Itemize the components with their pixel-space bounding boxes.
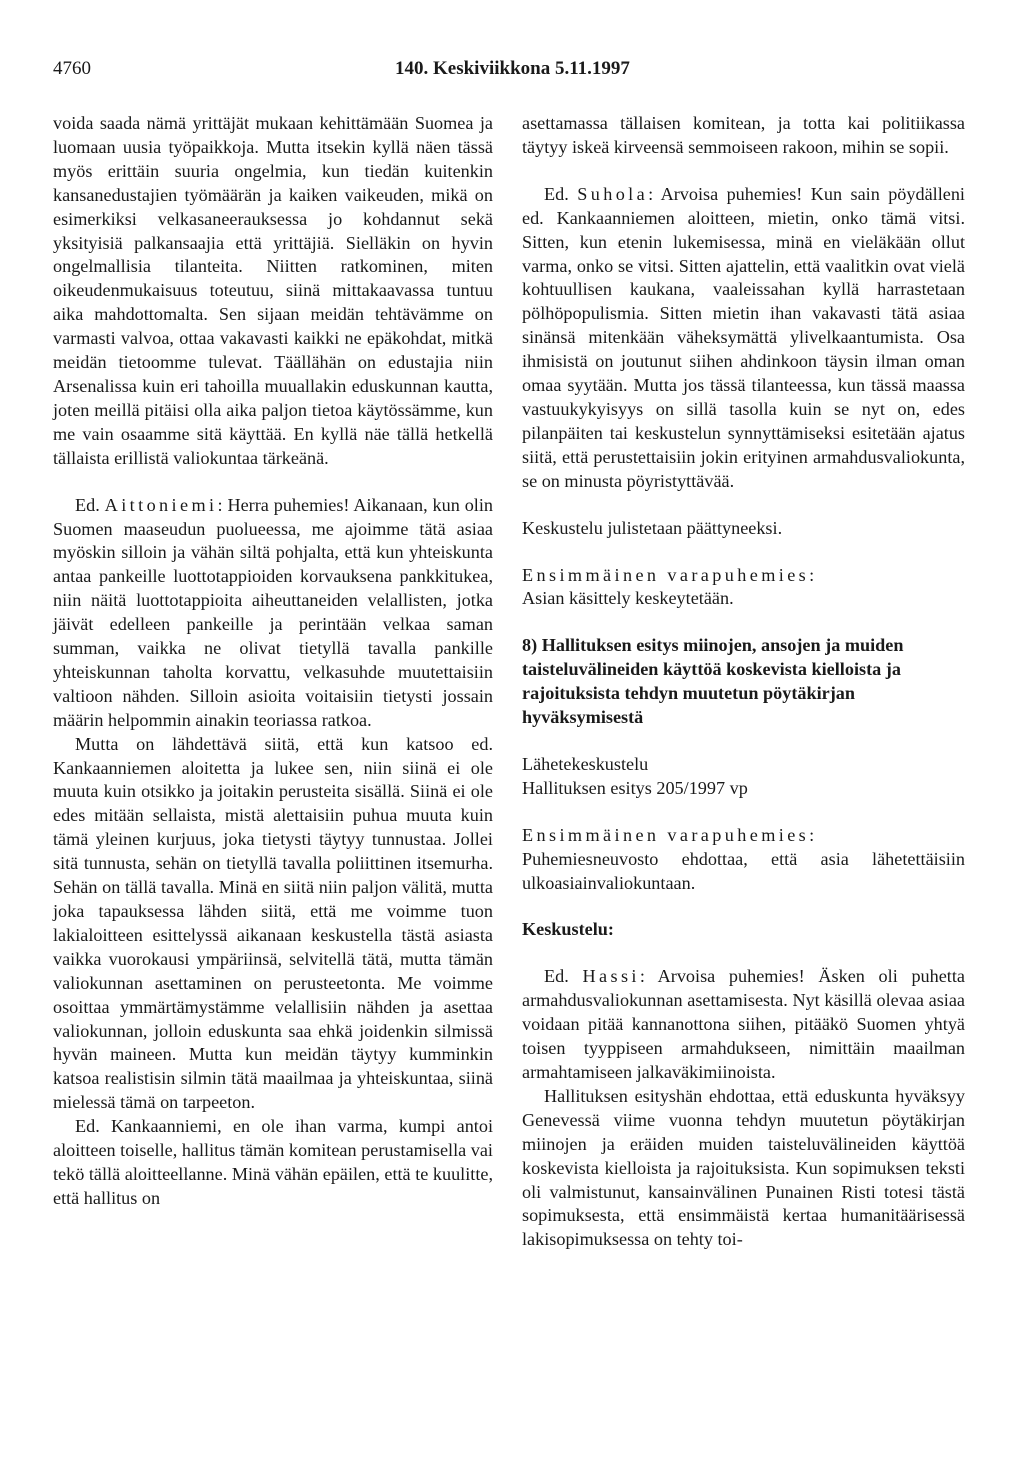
debate-closed: Keskustelu julistetaan päättyneeksi. bbox=[522, 517, 783, 538]
agenda-item-heading: 8) Hallituksen esitys miinojen, ansojen ja muiden taisteluvälineiden käyttöä koskevista kielloista ja rajoituksista tehdyn muutetun pöytäkirjan hyväksymisestä bbox=[522, 635, 904, 728]
vice-speaker-text: Puhemiesneuvosto ehdottaa, että asia lähetettäisiin ulkoasiainvaliokuntaan. bbox=[522, 848, 965, 893]
page-number: 4760 bbox=[53, 58, 91, 79]
right-paragraph-1: asettamassa tällaisen komitean, ja totta kai politiikassa täytyy iskeä kirveensä semmoiseen rakoon, mihin se sopii. bbox=[522, 113, 965, 157]
vice-speaker-statement-1 bbox=[522, 564, 965, 612]
left-paragraph-3: Mutta on lähdettävä siitä, että kun katsoo ed. Kankaanniemen aloitetta ja lukee sen, niin siinä ei ole muuta kuin otsikko ja joitakin perusteita sisällä. Siinä ei ole edes mitään sellaista, mistä alettaisiin puhua muuta kuin tämä yleinen kurjuus, joka tietysti täytyy tunnustaa. Jollei sitä tunnusta, sehän on tietyllä tavalla poliittinen itsemurha. Sehän on tällä tavalla. Minä en siitä niin paljon välitä, mutta joka tapauksessa lähden siitä, että me voimme tuon lakialoitteen esittelyssä aikanaan keskustella tästä asiasta vaikka vuorokausi ympäriinsä, selvitellä tätä, mutta tämän valiokunnan asettaminen on perusteetonta. Me voimme osoittaa ymmärtämystämme velallisiin nähden ja asettaa valiokunnan, jolloin eduskunta saa ehkä joidenkin silmissä hyvän maineen. Mutta kun meidän täytyy kumminkin katsoa realistisin silmin tätä maailmaa ja yhteiskuntaa, siinä mielessä tämä on tarpeeton. bbox=[53, 733, 493, 1113]
vice-speaker-label: Ensimmäinen varapuhemies: bbox=[522, 564, 818, 585]
speech-suhola bbox=[522, 183, 965, 494]
speaker-name-hassi: Hassi bbox=[582, 966, 640, 987]
vice-speaker-text: Asian käsittely keskeytetään. bbox=[522, 588, 734, 609]
speech-hassi bbox=[522, 965, 965, 1085]
left-column bbox=[53, 112, 493, 1211]
speaker-prefix: Ed. bbox=[75, 494, 100, 515]
running-title: 140. Keskiviikkona 5.11.1997 bbox=[395, 58, 630, 79]
speaker-prefix: Ed. bbox=[544, 966, 569, 987]
referral-info bbox=[522, 753, 965, 801]
speech-text-aittoniemi: : Herra puhemies! Aikanaan, kun olin Suomen maaseudun puolueessa, me ajoimme tätä asiaa myöskin silloin ja vähän siltä pohjalta, että kun yhteiskunta antaa pankeille luottotappioiden korvauksena pankkitukea, niin näitä luottotappioita aiheuttaneiden velallisten, jotka jäivät edelleen pankeille ja perintään velkaa saman summan, vaikka ne olivat tietyllä tavalla pankille yhteiskunnan taholta korvattu, velkasuhde muutettaisiin valtioon nähden. Silloin asioita voitaisiin tietysti jossain määrin helpommin ainakin teoriassa ratkoa. bbox=[53, 494, 493, 730]
speech-text-hassi: : Arvoisa puhemies! Äsken oli puhetta armahdusvaliokunnan asettamisesta. Nyt käsillä olevaa asiaa voidaan pitää kannanottona siihen, pitääkö Suomen yhtyä toisen tyyppiseen armahdukseen, nimittäin maailman armahtamiseen jalkaväkimiinoista. bbox=[522, 966, 965, 1082]
right-paragraph-last: Hallituksen esityshän ehdottaa, että eduskunta hyväksyy Genevessä viime vuonna tehdyn muutetun pöytäkirjan miinojen ja eräiden muiden taisteluvälineiden käyttöä koskevista kielloista ja rajoituksista. Kun sopimuksen teksti oli valmistunut, kansainvälinen Punainen Risti totesi tästä sopimuksesta, että ensimmäistä kertaa humanitäärisessä lakisopimuksessa on tehty toi- bbox=[522, 1085, 965, 1250]
right-column bbox=[522, 112, 965, 1252]
government-proposal-ref: Hallituksen esitys 205/1997 vp bbox=[522, 777, 748, 798]
debate-heading: Keskustelu: bbox=[522, 919, 614, 940]
left-paragraph-1: voida saada nämä yrittäjät mukaan kehittämään Suomea ja luomaan uusia työpaikkoja. Mutta itsekin kyllä näen tässä myös erittäin suuria ongelmia, kun tiedän kuitenkin kansanedustajien työmäärän ja kaiken vaikeuden, mikä on esimerkiksi velkasaneerauksessa jo kohdannut sekä yksityisiä palkansaajia että yrittäjiä. Sielläkin on hyvin ongelmallisia tilanteita. Niitten ratkominen, miten oikeudenmukaisuus toteutuu, siinä mittakaavassa tuntuu aika mahdottomalta. Sen sijaan meidän tehtävämme on varmasti valvoa, ottaa vakavasti kaikki ne epäkohdat, mitkä meidän tietoomme tulevat. Täällähän on edustajia niin Arsenalissa kuin eri tahoilla muuallakin eduskunnan kautta, joten meillä pitäisi olla aika paljon tietoa käytössämme, kun me vain osaamme sitä käyttää. En kyllä näe tällä hetkellä tällaista erillistä valiokuntaa tärkeänä. bbox=[53, 113, 493, 468]
left-paragraph-4: Ed. Kankaanniemi, en ole ihan varma, kumpi antoi aloitteen toiselle, hallitus tämän komitean perustamisella vai tekö tällä aloitteellanne. Minä vähän epäilen, että te kuulitte, että hallitus on bbox=[53, 1116, 493, 1208]
referral-type: Lähetekeskustelu bbox=[522, 753, 649, 774]
vice-speaker-label: Ensimmäinen varapuhemies: bbox=[522, 824, 818, 845]
speaker-name-suhola: Suhola bbox=[577, 183, 649, 204]
speaker-name-aittoniemi: Aittoniemi bbox=[104, 494, 218, 515]
speaker-prefix: Ed. bbox=[544, 183, 569, 204]
speech-text-suhola: : Arvoisa puhemies! Kun sain pöydälleni ed. Kankaanniemen aloitteen, mietin, onko tämä vitsi. Sitten, kun etenin lukemisessa, minä en vieläkään ollut varma, onko se vitsi. Sitten ajattelin, että vaalitkin ovat vielä kohtuullisen kaukana, vaaleissahan kyllä harrastetaan pölhöpopulismia. Sitten mietin ihan vakavasti tätä asiaa sinänsä mitenkään väheksymättä ylivelkaantumista. Osa ihmisistä on joutunut siihen ahdinkoon täysin ilman oman omaa syytään. Mutta jos tässä tilanteessa, kun tässä maassa vastuukykyisyys on sillä tasolla kuin se nyt on, edes pilanpäiten tai keskustelun synnyttämiseksi esitetään ajatus siitä, että perustettaisiin jokin erityinen armahdusvaliokunta, se on minusta pöyristyttävää. bbox=[522, 183, 965, 491]
vice-speaker-statement-2 bbox=[522, 824, 965, 896]
speech-aittoniemi bbox=[53, 494, 493, 733]
